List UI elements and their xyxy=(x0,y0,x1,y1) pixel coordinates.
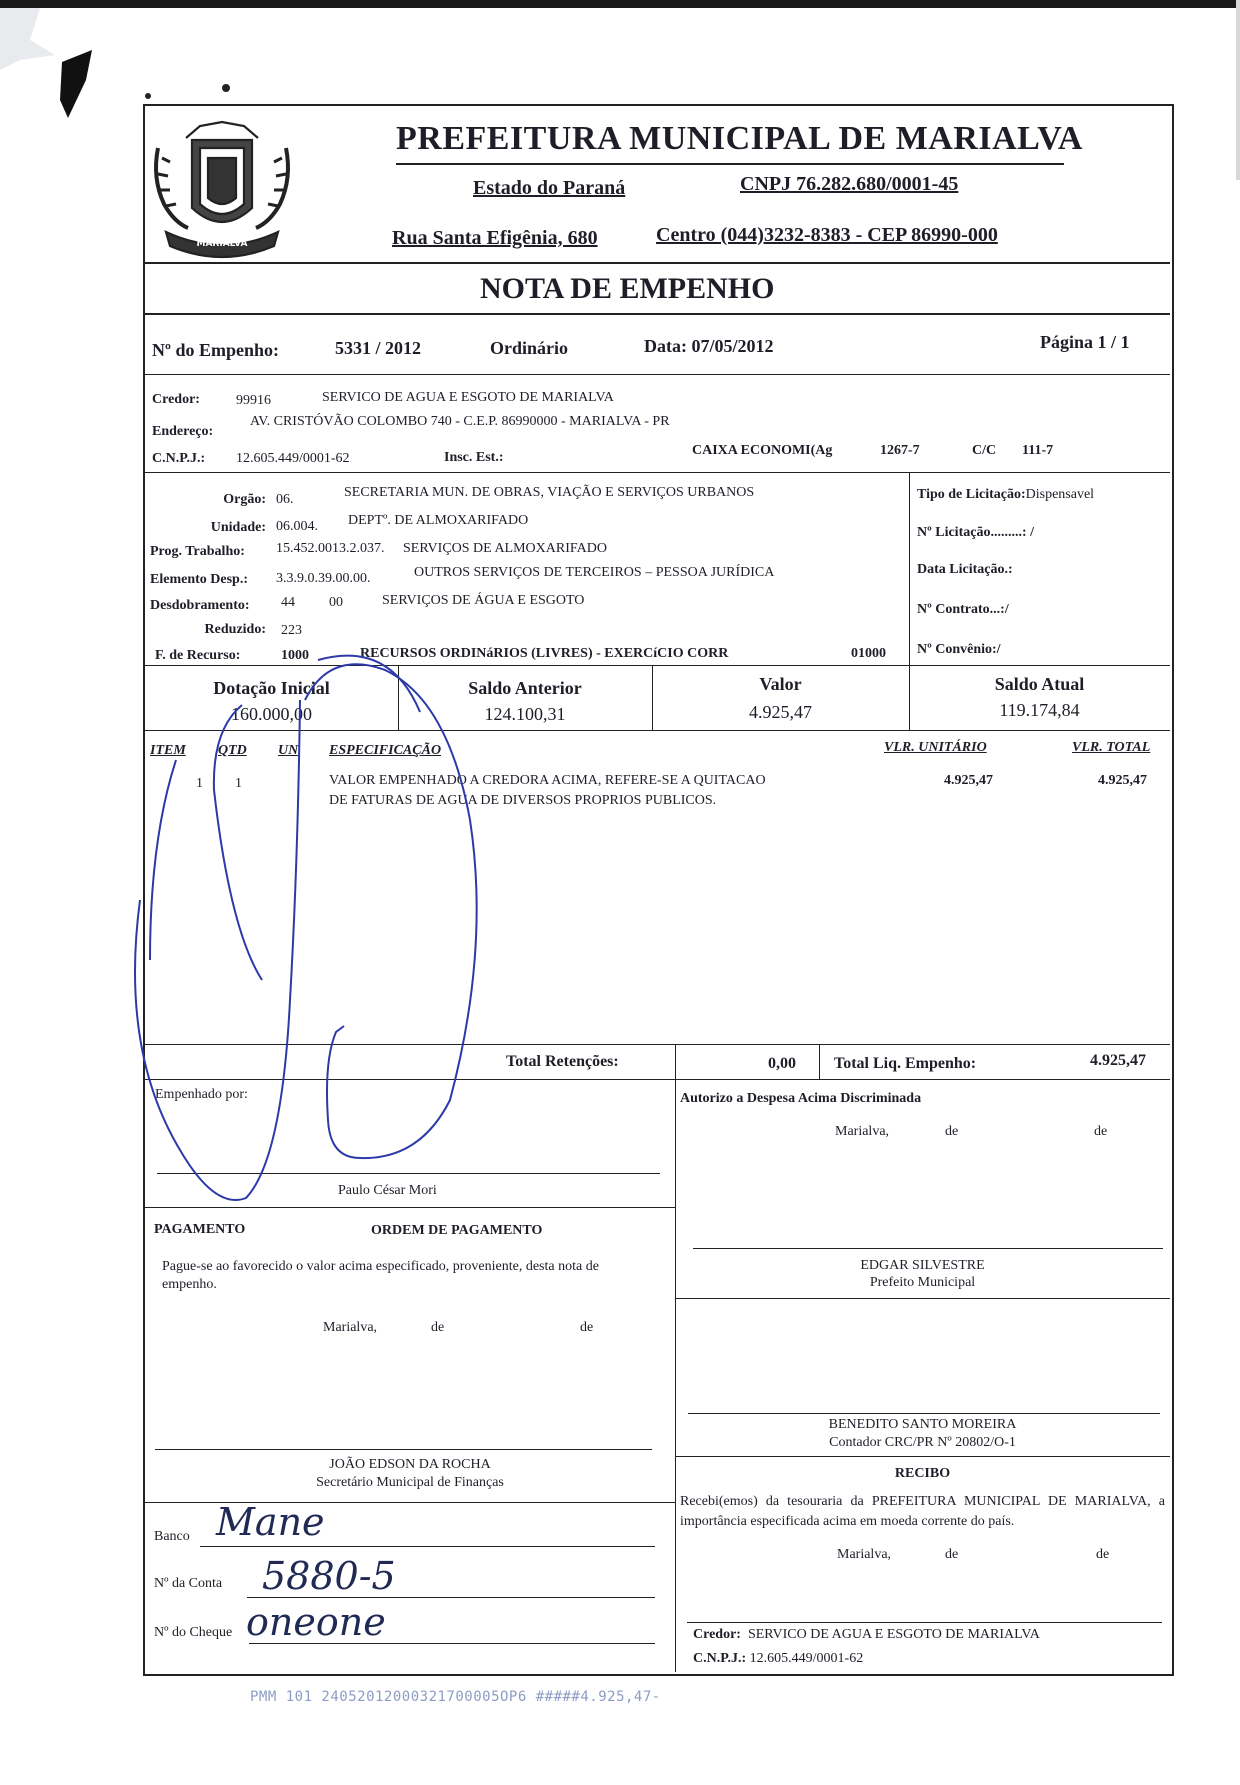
divider xyxy=(145,374,1170,375)
page-number: Página 1 / 1 xyxy=(1040,332,1130,352)
elemento-desc: OUTROS SERVIÇOS DE TERCEIROS – PESSOA JURÍDICA xyxy=(414,565,775,580)
divider xyxy=(145,1044,1170,1045)
desdobramento-code: 44 xyxy=(281,595,295,610)
col-header-unit-price: VLR. UNITÁRIO xyxy=(884,740,987,755)
banco-label: Banco xyxy=(154,1529,190,1544)
divider xyxy=(819,1044,820,1079)
liq-empenho-label: Total Liq. Empenho: xyxy=(834,1055,977,1072)
cheque-handwritten-value: oneone xyxy=(246,1600,386,1644)
empenhado-name: Paulo César Mori xyxy=(338,1183,437,1198)
recibo-title: RECIBO xyxy=(894,1466,951,1481)
item-number: 1 xyxy=(196,776,203,791)
banco-line xyxy=(200,1546,655,1547)
recurso-desc: RECURSOS ORDINáRIOS (LIVRES) - EXERCíCIO CORR xyxy=(360,646,729,661)
credor-address: AV. CRISTÓVÃO COLOMBO 740 - C.E.P. 86990000 - MARIALVA - PR xyxy=(250,414,670,429)
saldo-atual-label: Saldo Atual xyxy=(994,674,1085,694)
state-label: Estado do Paraná xyxy=(473,177,626,199)
recibo-text: Recebi(emos) da tesouraria da PREFEITURA MUNICIPAL DE MARIALVA, a importância especificada acima em moeda corrente do país. xyxy=(680,1494,1165,1529)
licitacao-data: Data Licitação.: xyxy=(917,562,1013,577)
credor-cnpj-label: C.N.P.J.: xyxy=(152,451,206,466)
desdobramento-label: Desdobramento: xyxy=(150,598,250,613)
contador-role: Contador CRC/PR Nº 20802/O-1 xyxy=(829,1435,1016,1450)
divider xyxy=(145,1207,675,1208)
orgao-desc: SECRETARIA MUN. DE OBRAS, VIAÇÃO E SERVIÇOS URBANOS xyxy=(344,485,755,500)
cnpj-header: CNPJ 76.282.680/0001-45 xyxy=(740,173,959,195)
col-header-total: VLR. TOTAL xyxy=(1072,740,1151,755)
divider xyxy=(675,1079,676,1672)
empenhado-label: Empenhado por: xyxy=(155,1087,248,1102)
empenho-type: Ordinário xyxy=(490,338,569,358)
bank-agency: 1267-7 xyxy=(880,443,920,458)
pagamento-text: Pague-se ao favorecido o valor acima especificado, proveniente, desta nota de empenho. xyxy=(162,1259,599,1292)
retencoes-label: Total Retenções: xyxy=(506,1053,619,1070)
divider xyxy=(145,313,1170,315)
signature-line xyxy=(687,1622,1162,1623)
convenio-numero: Nº Convênio:/ xyxy=(917,642,1001,657)
contrato-numero: Nº Contrato...:/ xyxy=(917,602,1009,617)
empenho-date: Data: 07/05/2012 xyxy=(644,336,774,356)
unidade-code: 06.004. xyxy=(276,519,318,534)
divider xyxy=(675,1456,1170,1457)
divider xyxy=(145,730,1170,731)
col-header-item: ITEM xyxy=(150,743,186,758)
pagamento-city: Marialva, xyxy=(323,1320,378,1335)
valor-value: 4.925,47 xyxy=(749,702,812,722)
prog-trabalho-code: 15.452.0013.2.037. xyxy=(276,541,385,556)
divider xyxy=(145,262,1170,264)
reduzido-label: Reduzido: xyxy=(204,622,266,637)
title-underline xyxy=(396,163,1064,165)
prefeito-name: EDGAR SILVESTRE xyxy=(860,1258,985,1273)
recurso-label: F. de Recurso: xyxy=(155,648,241,663)
licitacao-numero: Nº Licitação.........: / xyxy=(917,525,1034,540)
credor-label: Credor: xyxy=(152,392,200,407)
pagamento-label: PAGAMENTO xyxy=(154,1222,246,1237)
dotacao-value: 160.000,00 xyxy=(231,704,312,724)
prog-trabalho-label: Prog. Trabalho: xyxy=(150,544,245,559)
recibo-credor: Credor: SERVICO DE AGUA E ESGOTO DE MARIALVA xyxy=(693,1627,1040,1642)
municipal-crest-icon xyxy=(148,118,296,270)
cc-number: 111-7 xyxy=(1022,443,1054,458)
divider xyxy=(909,472,910,665)
item-unit-price: 4.925,47 xyxy=(944,773,993,788)
recurso-number: 01000 xyxy=(851,646,886,661)
item-spec-line2: DE FATURAS DE AGUA DE DIVERSOS PROPRIOS PUBLICOS. xyxy=(329,793,717,808)
empenho-number-label: Nº do Empenho: xyxy=(152,340,279,360)
col-header-un: UN xyxy=(278,743,299,758)
unidade-label: Unidade: xyxy=(210,520,266,535)
item-spec-line1: VALOR EMPENHADO A CREDORA ACIMA, REFERE-SE A QUITACAO xyxy=(329,773,766,788)
divider xyxy=(145,1079,1170,1080)
desdobramento-desc: SERVIÇOS DE ÁGUA E ESGOTO xyxy=(382,593,585,608)
secretario-role: Secretário Municipal de Finanças xyxy=(316,1475,504,1490)
elemento-code: 3.3.9.0.39.00.00. xyxy=(276,571,371,586)
page-title: PREFEITURA MUNICIPAL DE MARIALVA xyxy=(396,120,1083,157)
endereco-label: Endereço: xyxy=(152,424,214,439)
address-rest: Centro (044)3232-8383 - CEP 86990-000 xyxy=(656,224,998,246)
valor-label: Valor xyxy=(759,674,802,694)
saldo-atual-value: 119.174,84 xyxy=(999,700,1080,720)
col-header-spec: ESPECIFICAÇÃO xyxy=(329,743,442,758)
licitacao-tipo: Tipo de Licitação:Dispensavel xyxy=(917,487,1095,502)
autorizo-de: de xyxy=(945,1124,959,1139)
signature-line xyxy=(155,1449,652,1450)
address-street: Rua Santa Efigênia, 680 xyxy=(392,227,598,249)
recibo-city: Marialva, xyxy=(837,1547,892,1562)
credor-name: SERVICO DE AGUA E ESGOTO DE MARIALVA xyxy=(322,390,614,405)
insc-est-label: Insc. Est.: xyxy=(444,450,504,465)
pagamento-de: de xyxy=(431,1320,445,1335)
liq-empenho-value: 4.925,47 xyxy=(1090,1052,1146,1069)
recibo-de: de xyxy=(1096,1547,1110,1562)
cheque-label: Nº do Cheque xyxy=(154,1625,233,1640)
cc-label: C/C xyxy=(972,443,997,458)
prog-trabalho-desc: SERVIÇOS DE ALMOXARIFADO xyxy=(403,541,607,556)
signature-line xyxy=(688,1413,1160,1414)
saldo-anterior-value: 124.100,31 xyxy=(484,704,566,724)
autorizo-de: de xyxy=(1094,1124,1108,1139)
col-header-qtd: QTD xyxy=(218,743,247,758)
recibo-cnpj: C.N.P.J.: 12.605.449/0001-62 xyxy=(693,1651,864,1666)
item-qty: 1 xyxy=(235,776,242,791)
dotacao-label: Dotação Inicial xyxy=(213,678,330,698)
signature-line xyxy=(157,1173,660,1174)
secretario-name: JOÃO EDSON DA ROCHA xyxy=(329,1457,491,1472)
autorizo-city: Marialva, xyxy=(835,1124,890,1139)
conta-label: Nº da Conta xyxy=(154,1576,223,1591)
ordem-pagamento-label: ORDEM DE PAGAMENTO xyxy=(371,1223,543,1238)
crest-text: MARIALVA xyxy=(196,239,248,249)
elemento-label: Elemento Desp.: xyxy=(150,572,248,587)
divider xyxy=(675,1044,676,1079)
credor-code: 99916 xyxy=(236,393,271,408)
contador-name: BENEDITO SANTO MOREIRA xyxy=(828,1417,1017,1432)
item-total: 4.925,47 xyxy=(1098,773,1147,788)
machine-authentication-line: PMM 101 24052012000321700005OP6 #####4.925,47- xyxy=(250,1689,661,1705)
recurso-code: 1000 xyxy=(281,648,309,663)
orgao-code: 06. xyxy=(276,492,294,507)
empenho-number: 5331 / 2012 xyxy=(335,338,422,358)
conta-handwritten-value: 5880-5 xyxy=(262,1554,396,1598)
saldo-anterior-label: Saldo Anterior xyxy=(468,678,582,698)
retencoes-value: 0,00 xyxy=(768,1055,796,1072)
reduzido-value: 223 xyxy=(281,623,302,638)
divider xyxy=(145,472,1170,473)
signature-line xyxy=(693,1248,1163,1249)
unidade-desc: DEPTº. DE ALMOXARIFADO xyxy=(348,513,529,528)
credor-cnpj: 12.605.449/0001-62 xyxy=(236,451,350,466)
recibo-de: de xyxy=(945,1547,959,1562)
prefeito-role: Prefeito Municipal xyxy=(869,1275,976,1290)
pagamento-de: de xyxy=(580,1320,594,1335)
bank-name: CAIXA ECONOMI(Ag xyxy=(692,443,833,458)
orgao-label: Orgão: xyxy=(223,492,266,507)
desdobramento-sub: 00 xyxy=(329,595,343,610)
divider xyxy=(145,665,1170,666)
autorizo-label: Autorizo a Despesa Acima Discriminada xyxy=(680,1091,922,1106)
document-title: NOTA DE EMPENHO xyxy=(480,272,775,305)
divider xyxy=(675,1298,1170,1299)
banco-handwritten-value: Mane xyxy=(216,1500,325,1544)
